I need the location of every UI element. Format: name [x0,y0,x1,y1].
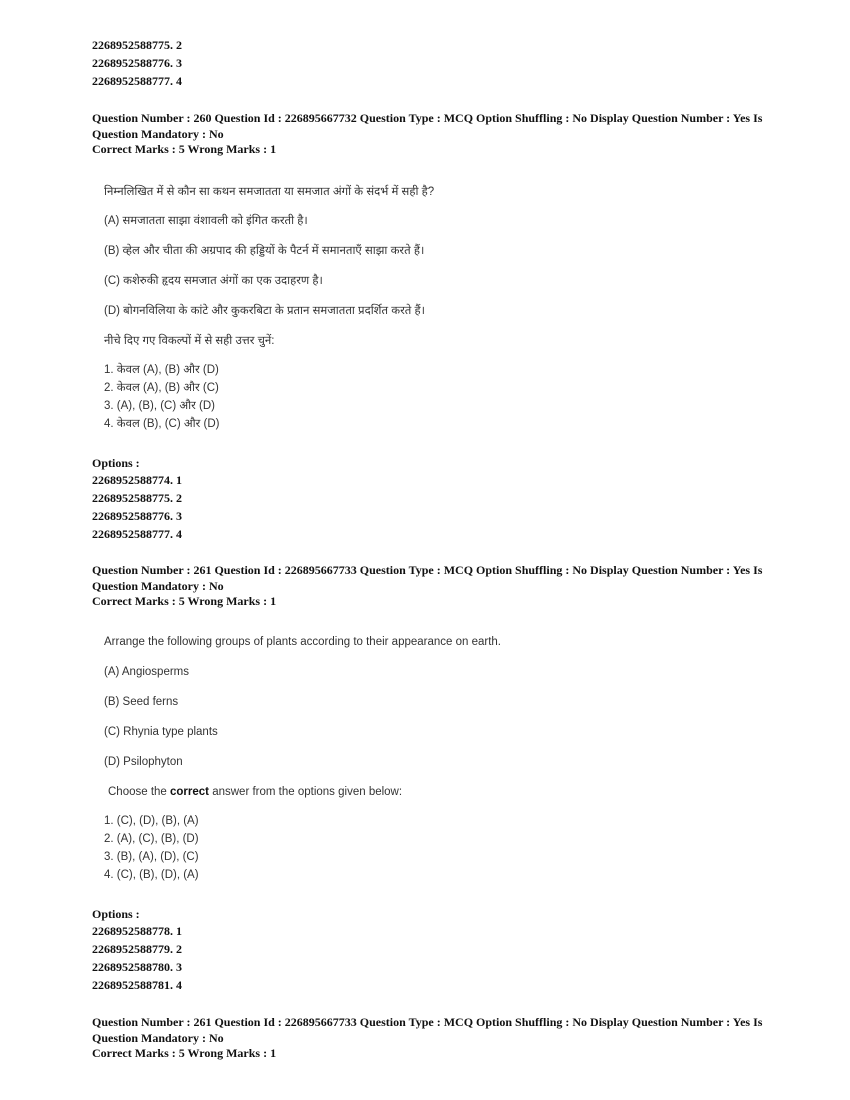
option-id-line: 2268952588780. 3 [92,960,182,974]
statement-d: (D) Psilophyton [104,756,183,768]
answer-choice-4: 4. केवल (B), (C) और (D) [104,418,220,430]
statement-a: (A) समजातता साझा वंशावली को इंगित करती है। [104,215,308,227]
option-id-line: 2268952588781. 4 [92,978,182,992]
question-marks-261: Correct Marks : 5 Wrong Marks : 1 [92,594,277,608]
question-stem-261: Arrange the following groups of plants according to their appearance on earth. [104,636,502,648]
question-stem-260: निम्नलिखित में से कौन सा कथन समजातता या समजात अंगों के संदर्भ में सही है? [104,186,435,198]
option-id-line: 2268952588778. 1 [92,924,182,938]
question-instruction-261 [108,786,402,798]
option-id-line: 2268952588777. 4 [92,527,182,541]
option-id-line: 2268952588775. 2 [92,38,182,52]
question-meta-260: Question Number : 260 Question Id : 226895667732 Question Type : MCQ Option Shuffling : No Display Question Number : Yes Is Question Mandatory : No [92,111,763,141]
instruction-text: answer from the options given below: [209,786,403,798]
question-marks-260: Correct Marks : 5 Wrong Marks : 1 [92,142,277,156]
question-instruction-260: नीचे दिए गए विकल्पों में से सही उत्तर चुनें: [104,335,275,347]
option-id-line: 2268952588775. 2 [92,491,182,505]
answer-choice-1: 1. (C), (D), (B), (A) [104,815,199,827]
instruction-emphasis: correct [170,786,210,798]
statement-c: (C) Rhynia type plants [104,726,218,738]
option-id-line: 2268952588774. 1 [92,473,182,487]
question-meta-261: Question Number : 261 Question Id : 226895667733 Question Type : MCQ Option Shuffling : No Display Question Number : Yes Is Question Mandatory : No [92,563,763,593]
option-id-line: 2268952588779. 2 [92,942,182,956]
options-label-260: Options : [92,456,140,470]
answer-choice-3: 3. (A), (B), (C) और (D) [104,400,216,412]
question-marks-261-repeat: Correct Marks : 5 Wrong Marks : 1 [92,1046,277,1060]
answer-choice-3: 3. (B), (A), (D), (C) [104,851,199,863]
answer-choice-2: 2. (A), (C), (B), (D) [104,833,199,845]
question-meta-261-repeat: Question Number : 261 Question Id : 226895667733 Question Type : MCQ Option Shuffling : No Display Question Number : Yes Is Question Mandatory : No [92,1015,763,1045]
answer-choice-1: 1. केवल (A), (B) और (D) [104,364,219,376]
answer-choice-2: 2. केवल (A), (B) और (C) [104,382,219,394]
instruction-text: Choose the [108,786,171,798]
statement-b: (B) Seed ferns [104,696,179,708]
statement-a: (A) Angiosperms [104,666,190,678]
option-id-line: 2268952588776. 3 [92,509,182,523]
answer-choice-4: 4. (C), (B), (D), (A) [104,869,199,881]
statement-b: (B) व्हेल और चीता की अग्रपाद की हड्डियों के पैटर्न में समानताएँ साझा करते हैं। [104,245,425,257]
statement-c: (C) कशेरुकी हृदय समजात अंगों का एक उदाहरण है। [104,275,323,287]
option-id-line: 2268952588776. 3 [92,56,182,70]
statement-d: (D) बोगनविलिया के कांटे और कुकरबिटा के प्रतान समजातता प्रदर्शित करते हैं। [104,305,426,317]
options-label-261: Options : [92,907,140,921]
option-id-line: 2268952588777. 4 [92,74,182,88]
